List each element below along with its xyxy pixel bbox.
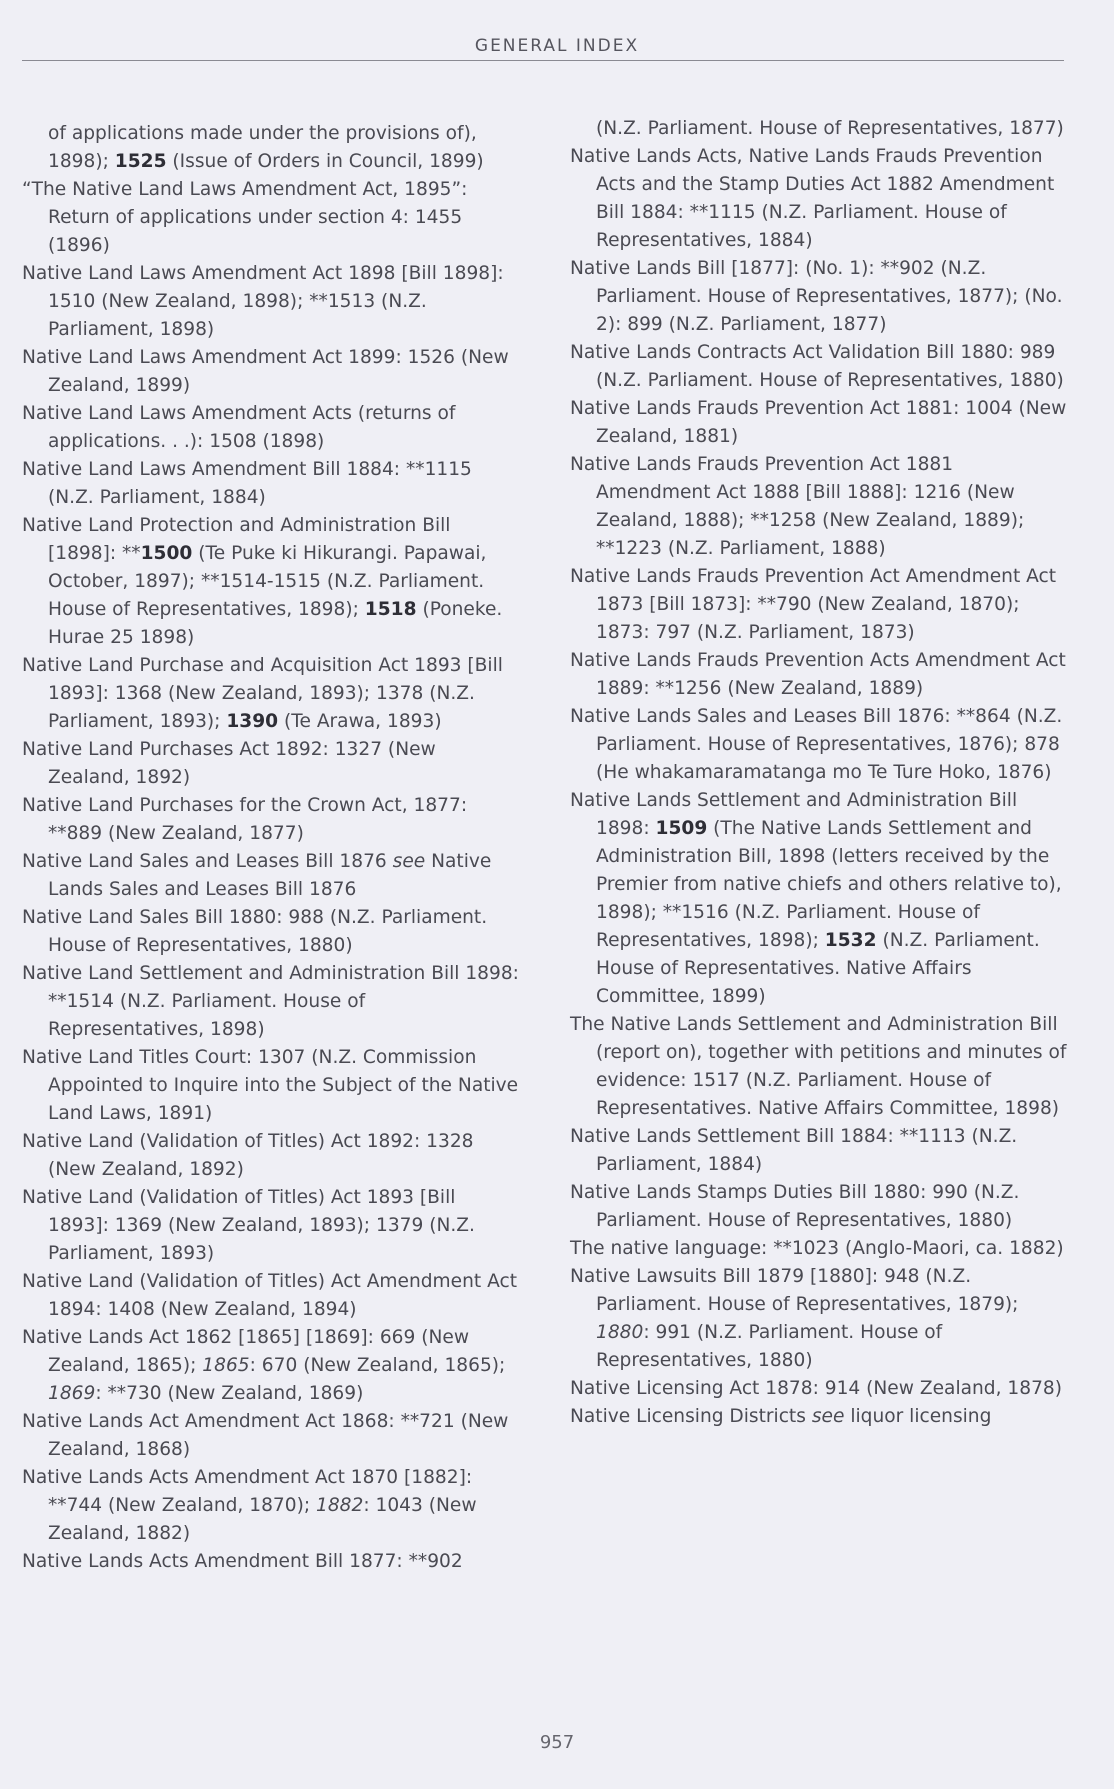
index-entry-text: Native Lands Frauds Prevention Act Amendment Act 1873 [Bill 1873]: **790 (New Zealand, 1870); 1873: 797 (N.Z. Parliament, 1873)	[570, 566, 1057, 643]
index-entry	[570, 1123, 1070, 1179]
index-entry-text: Native Licensing Act 1878: 914 (New Zealand, 1878)	[570, 1378, 1062, 1399]
right-column	[570, 115, 1070, 1431]
index-entry	[570, 1403, 1070, 1431]
index-entry-text: Native Lands Settlement and Administration Bill 1898:	[570, 790, 1018, 839]
index-entry-text: The native language: **1023 (Anglo-Maori, ca. 1882)	[570, 1238, 1064, 1259]
index-entry	[570, 395, 1070, 451]
index-entry-text: (The Native Lands Settlement and Administration Bill, 1898 (letters received by the Premier from native chiefs and others relative to), 1898); **1516 (N.Z. Parliament. House of Representatives, 1898);	[596, 818, 1062, 951]
index-entry-text: : **730 (New Zealand, 1869)	[95, 1383, 364, 1404]
index-entry	[22, 1044, 522, 1128]
index-entry	[22, 848, 522, 904]
index-entry-text: Native Lands Contracts Act Validation Bill 1880: 989 (N.Z. Parliament. House of Representatives, 1880)	[570, 342, 1064, 391]
index-entry-italic: 1882	[316, 1495, 364, 1516]
index-entry	[22, 960, 522, 1044]
index-entry-text: Native Lands Acts Amendment Bill 1877: **902	[22, 1551, 463, 1572]
index-entry	[570, 787, 1070, 1011]
index-entry-text: Native Land Purchases Act 1892: 1327 (New Zealand, 1892)	[22, 739, 436, 788]
index-entry	[570, 255, 1070, 339]
index-entry	[570, 1375, 1070, 1403]
index-entry-text: Native Land Purchase and Acquisition Act 1893 [Bill 1893]: 1368 (New Zealand, 1893); 1378 (N.Z. Parliament, 1893);	[22, 655, 503, 732]
index-entry-text: Native Lands Sales and Leases Bill 1876: **864 (N.Z. Parliament. House of Representatives, 1876); 878 (He whakamaramatanga mo Te Ture Hoko, 1876)	[570, 706, 1063, 783]
index-entry-bold-ref: 1518	[364, 599, 417, 620]
index-entry	[22, 1408, 522, 1464]
index-entry-text: Native Lands Frauds Prevention Acts Amendment Act 1889: **1256 (New Zealand, 1889)	[570, 650, 1066, 699]
index-entry-text: (N.Z. Parliament. House of Representatives. Native Affairs Committee, 1899)	[596, 930, 1040, 1007]
index-entry	[570, 563, 1070, 647]
index-entry-text: of applications made under the provisions of), 1898);	[48, 123, 477, 172]
index-entry-text: (Te Puke ki Hikurangi. Papawai, October, 1897); **1514-1515 (N.Z. Parliament. House of Representatives, 1898);	[48, 543, 487, 620]
index-entry	[570, 143, 1070, 255]
index-entry-text: : 1043 (New Zealand, 1882)	[48, 1495, 477, 1544]
index-entry-text: (N.Z. Parliament. House of Representatives, 1877)	[596, 118, 1064, 139]
index-entry	[22, 1464, 522, 1548]
index-entry-text: Native Land Laws Amendment Acts (returns of applications. . .): 1508 (1898)	[22, 403, 456, 452]
index-entry-text: : 991 (N.Z. Parliament. House of Representatives, 1880)	[596, 1322, 943, 1371]
index-entry-italic: see	[392, 851, 426, 872]
index-entry-bold-ref: 1532	[824, 930, 877, 951]
index-entry-text: Native Land (Validation of Titles) Act 1892: 1328 (New Zealand, 1892)	[22, 1131, 474, 1180]
index-entry	[22, 456, 522, 512]
index-entry-text: Native Lands Frauds Prevention Act 1881: 1004 (New Zealand, 1881)	[570, 398, 1067, 447]
index-entry-text: : 670 (New Zealand, 1865);	[249, 1355, 506, 1376]
index-entry-italic: see	[811, 1406, 845, 1427]
index-entry	[570, 339, 1070, 395]
index-entry-text: Native Land Titles Court: 1307 (N.Z. Commission Appointed to Inquire into the Subject of the Native Land Laws, 1891)	[22, 1047, 519, 1124]
index-entry	[22, 260, 522, 344]
index-entry-text: (Poneke. Hurae 25 1898)	[48, 599, 503, 648]
index-entry	[22, 792, 522, 848]
index-entry-text: Native Lands Acts Amendment Act 1870 [1882]: **744 (New Zealand, 1870);	[22, 1467, 473, 1516]
index-entry	[570, 1011, 1070, 1123]
index-entry-text: Native Licensing Districts	[570, 1406, 812, 1427]
index-entry-text: Native Land Purchases for the Crown Act, 1877: **889 (New Zealand, 1877)	[22, 795, 468, 844]
index-entry-text: Native Land Settlement and Administration Bill 1898: **1514 (N.Z. Parliament. House of Representatives, 1898)	[22, 963, 519, 1040]
index-entry	[22, 1548, 522, 1576]
index-entry-text: Native Land Sales Bill 1880: 988 (N.Z. Parliament. House of Representatives, 1880)	[22, 907, 488, 956]
index-entry-bold-ref: 1390	[226, 711, 279, 732]
index-entry-text: Native Lands Act 1862 [1865] [1869]: 669 (New Zealand, 1865);	[22, 1327, 470, 1376]
index-entry-bold-ref: 1525	[114, 151, 167, 172]
index-entry	[570, 1179, 1070, 1235]
index-entry	[570, 703, 1070, 787]
left-column	[22, 120, 522, 1576]
header-rule	[22, 60, 1064, 61]
index-entry-text: The Native Lands Settlement and Administration Bill (report on), together with petitions and minutes of evidence: 1517 (N.Z. Parliament. House of Representatives. Native Affairs Committee, 1898)	[570, 1014, 1067, 1119]
index-entry-text: Native Land (Validation of Titles) Act 1893 [Bill 1893]: 1369 (New Zealand, 1893); 1379 (N.Z. Parliament, 1893)	[22, 1187, 475, 1264]
index-entry	[570, 115, 1070, 143]
index-entry-text: Native Lands Sales and Leases Bill 1876	[48, 851, 492, 900]
index-entry-text: (Issue of Orders in Council, 1899)	[166, 151, 484, 172]
index-entry-italic: 1865	[202, 1355, 250, 1376]
index-entry-text: Native Lands Bill [1877]: (No. 1): **902 (N.Z. Parliament. House of Representatives, 1877); (No. 2): 899 (N.Z. Parliament, 1877)	[570, 258, 1063, 335]
index-entry	[570, 1263, 1070, 1375]
index-entry	[22, 904, 522, 960]
index-entry	[22, 1184, 522, 1268]
index-entry-text: Native Lands Frauds Prevention Act 1881 Amendment Act 1888 [Bill 1888]: 1216 (New Zealand, 1888); **1258 (New Zealand, 1889); **1223 (N.Z. Parliament, 1888)	[570, 454, 1025, 559]
index-entry	[22, 120, 522, 176]
index-entry-bold-ref: 1500	[140, 543, 193, 564]
index-entry	[570, 1235, 1070, 1263]
index-entry-text: Native Lands Act Amendment Act 1868: **721 (New Zealand, 1868)	[22, 1411, 509, 1460]
index-entry-text: “The Native Land Laws Amendment Act, 1895”: Return of applications under section 4: 1455 (1896)	[22, 179, 468, 256]
index-entry	[22, 400, 522, 456]
index-entry-text: Native Land Protection and Administration Bill [1898]: **	[22, 515, 451, 564]
index-entry	[22, 736, 522, 792]
index-entry-bold-ref: 1509	[655, 818, 708, 839]
index-entry	[22, 1324, 522, 1408]
index-entry	[22, 512, 522, 652]
index-entry-text: Native Land Laws Amendment Act 1899: 1526 (New Zealand, 1899)	[22, 347, 509, 396]
index-entry-text: Native Lands Stamps Duties Bill 1880: 990 (N.Z. Parliament. House of Representatives, 1880)	[570, 1182, 1020, 1231]
index-entry	[22, 652, 522, 736]
page-number: 957	[539, 1732, 575, 1753]
index-entry-italic: 1869	[48, 1383, 96, 1404]
index-entry-text: Native Land Laws Amendment Bill 1884: **1115 (N.Z. Parliament, 1884)	[22, 459, 472, 508]
index-entry	[570, 451, 1070, 563]
index-entry	[22, 344, 522, 400]
index-entry-text: Native Lands Settlement Bill 1884: **1113 (N.Z. Parliament, 1884)	[570, 1126, 1018, 1175]
index-entry	[22, 1268, 522, 1324]
index-entry-italic: 1880	[596, 1322, 644, 1343]
index-entry-text: Native Land Sales and Leases Bill 1876	[22, 851, 393, 872]
index-entry-text: Native Lawsuits Bill 1879 [1880]: 948 (N.Z. Parliament. House of Representatives, 1879);	[570, 1266, 1019, 1315]
index-entry-text: (Te Arawa, 1893)	[278, 711, 442, 732]
index-entry-text: Native Lands Acts, Native Lands Frauds Prevention Acts and the Stamp Duties Act 1882 Amendment Bill 1884: **1115 (N.Z. Parliament. House of Representatives, 1884)	[570, 146, 1055, 251]
index-entry-text: Native Land Laws Amendment Act 1898 [Bill 1898]: 1510 (New Zealand, 1898); **1513 (N.Z. Parliament, 1898)	[22, 263, 504, 340]
index-entry-text: liquor licensing	[844, 1406, 992, 1427]
running-header: GENERAL INDEX	[474, 36, 640, 56]
index-entry	[22, 1128, 522, 1184]
index-entry-text: Native Land (Validation of Titles) Act Amendment Act 1894: 1408 (New Zealand, 1894)	[22, 1271, 517, 1320]
index-entry	[570, 647, 1070, 703]
index-entry	[22, 176, 522, 260]
